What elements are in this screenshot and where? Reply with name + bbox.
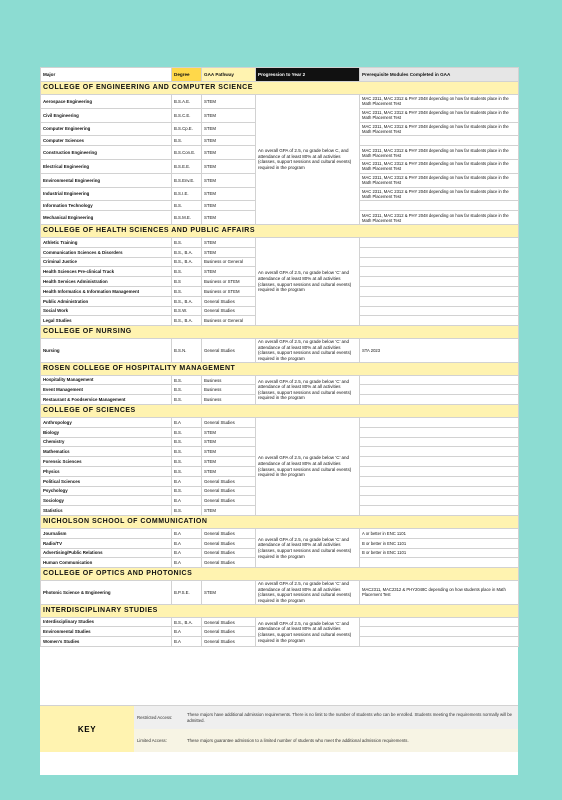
pathway-cell: STEM <box>202 108 256 122</box>
pathway-cell: Business or STEM <box>202 277 256 287</box>
pathway-cell: General Studies <box>202 548 256 558</box>
pathway-cell: STEM <box>202 506 256 516</box>
section-header-row <box>41 82 519 95</box>
degree-cell: B.P.S.E. <box>172 581 202 605</box>
pathway-cell: General Studies <box>202 486 256 496</box>
degree-cell: B.S. <box>172 486 202 496</box>
pathway-cell: STEM <box>202 581 256 605</box>
pathway-cell: STEM <box>202 122 256 136</box>
prerequisite-cell <box>360 418 519 428</box>
degree-cell: B.A <box>172 529 202 539</box>
degree-cell: B.S.Con.E. <box>172 146 202 160</box>
prerequisite-cell <box>360 286 519 296</box>
progression-cell: An overall GPA of 2.5, no grade below ‘C’ and attendance of at least 80% at all activities (classes, support sessions and cultural events) required in the program <box>256 617 360 646</box>
major-cell: Aerospace Engineering <box>41 95 172 109</box>
degree-cell: B.S.N. <box>172 339 202 363</box>
prerequisite-cell <box>360 437 519 447</box>
major-cell: Health Informatics & Information Management <box>41 286 172 296</box>
degree-cell: B.S. <box>172 467 202 477</box>
degree-cell: B.S. <box>172 286 202 296</box>
prerequisite-cell <box>360 257 519 267</box>
major-cell: Public Administration <box>41 296 172 306</box>
key-label: KEY <box>40 706 134 752</box>
header-progression: Progression to Year 2 <box>256 68 360 82</box>
major-cell: Mathematics <box>41 447 172 457</box>
pathway-cell: General Studies <box>202 418 256 428</box>
prerequisite-cell <box>360 267 519 277</box>
major-cell: Environmental Studies <box>41 627 172 637</box>
pathway-cell: General Studies <box>202 339 256 363</box>
degree-cell: B.S.M.E. <box>172 211 202 225</box>
key-restricted-row <box>134 706 518 730</box>
prerequisite-cell: MAC 2311, MAC 2312 & PHY 2048 depending on how far students place in the Math Placement Test <box>360 211 519 225</box>
pathway-cell: STEM <box>202 247 256 257</box>
major-cell: Environmental Engineering <box>41 173 172 187</box>
degree-cell: B.S., B.A. <box>172 617 202 627</box>
major-cell: Hospitality Management <box>41 375 172 385</box>
majors-sheet <box>40 67 518 775</box>
degree-cell: B.S., B.A. <box>172 247 202 257</box>
pathway-cell: General Studies <box>202 627 256 637</box>
major-cell: Computer Engineering <box>41 122 172 136</box>
prerequisite-cell: MAC 2311, MAC 2312 & PHY 2048 depending on how far students place in the Math Placement Test <box>360 95 519 109</box>
degree-cell: B.S.W. <box>172 306 202 316</box>
header-prerequisite: Prerequisite Modules Completed in GAA <box>360 68 519 82</box>
prerequisite-cell <box>360 395 519 405</box>
prerequisite-cell: MAC 2311, MAC 2312 & PHY 2048 depending on how far students place in the Math Placement Test <box>360 159 519 173</box>
prerequisite-cell <box>360 617 519 627</box>
prerequisite-cell <box>360 427 519 437</box>
degree-cell: B.A <box>172 496 202 506</box>
prerequisite-cell <box>360 506 519 516</box>
pathway-cell: Business <box>202 375 256 385</box>
degree-cell: B.S.A.E. <box>172 95 202 109</box>
major-cell: Computer Sciences <box>41 136 172 146</box>
key-limited-row <box>134 729 518 752</box>
table-row <box>41 529 519 539</box>
key-restricted-desc: These majors have additional admission requirements. There is no limit to the number of students who can be enrolled. Students meeting the requirements normally will be admitted. <box>187 712 512 723</box>
prerequisite-cell <box>360 496 519 506</box>
major-cell: Restaurant & Foodservice Management <box>41 395 172 405</box>
degree-cell: B.S.Env.E. <box>172 173 202 187</box>
section-title: ROSEN COLLEGE OF HOSPITALITY MANAGEMENT <box>41 362 519 375</box>
progression-cell: An overall GPA of 2.5, no grade below ‘C’ and attendance of at least 80% at all activities (classes, support sessions and cultural events) required in the program <box>256 418 360 516</box>
major-cell: Electrical Engineering <box>41 159 172 173</box>
degree-cell: B.S. <box>172 201 202 211</box>
section-title: INTERDISCIPLINARY STUDIES <box>41 604 519 617</box>
major-cell: Nursing <box>41 339 172 363</box>
degree-cell: B.S., B.A. <box>172 316 202 326</box>
pathway-cell: STEM <box>202 447 256 457</box>
table-row <box>41 581 519 605</box>
prerequisite-cell <box>360 637 519 647</box>
pathway-cell: General Studies <box>202 558 256 568</box>
pathway-cell: General Studies <box>202 496 256 506</box>
degree-cell: B.A <box>172 637 202 647</box>
degree-cell: B.S. <box>172 427 202 437</box>
major-cell: Chemistry <box>41 437 172 447</box>
degree-cell: B.S. <box>172 136 202 146</box>
prerequisite-cell <box>360 277 519 287</box>
major-cell: Photonic Science & Engineering <box>41 581 172 605</box>
major-cell: Industrial Engineering <box>41 187 172 201</box>
major-cell: Forensic Sciences <box>41 457 172 467</box>
major-cell: Anthropology <box>41 418 172 428</box>
progression-cell: An overall GPA of 2.5, no grade below ‘C’ and attendance of at least 80% at all activities (classes, support sessions and cultural events) required in the program <box>256 529 360 568</box>
pathway-cell: Business or General <box>202 257 256 267</box>
section-header-row <box>41 604 519 617</box>
section-title: COLLEGE OF NURSING <box>41 326 519 339</box>
section-title: COLLEGE OF HEALTH SCIENCES AND PUBLIC AFFAIRS <box>41 224 519 237</box>
pathway-cell: STEM <box>202 427 256 437</box>
progression-cell: An overall GPA of 2.5, no grade below C, and attendance of at least 80% at all activities (classes, support sessions and cultural events) required in the program <box>256 95 360 225</box>
degree-cell: B.S. <box>172 385 202 395</box>
pathway-cell: STEM <box>202 457 256 467</box>
major-cell: Construction Engineering <box>41 146 172 160</box>
section-header-row <box>41 362 519 375</box>
majors-table <box>40 67 519 647</box>
prerequisite-cell: MAC 2311, MAC 2312 & PHY 2048 depending on how far students place in the Math Placement Test <box>360 108 519 122</box>
pathway-cell: Business <box>202 385 256 395</box>
pathway-cell: STEM <box>202 173 256 187</box>
prerequisite-cell <box>360 385 519 395</box>
pathway-cell: General Studies <box>202 476 256 486</box>
prerequisite-cell <box>360 457 519 467</box>
degree-cell: B.A <box>172 418 202 428</box>
section-header-row <box>41 516 519 529</box>
degree-cell: B.A <box>172 476 202 486</box>
prerequisite-cell <box>360 467 519 477</box>
section-header-row <box>41 224 519 237</box>
pathway-cell: STEM <box>202 211 256 225</box>
degree-cell: B.S.C.E. <box>172 108 202 122</box>
major-cell: Social Work <box>41 306 172 316</box>
pathway-cell: STEM <box>202 159 256 173</box>
section-title: COLLEGE OF ENGINEERING AND COMPUTER SCIENCE <box>41 82 519 95</box>
major-cell: Psychology <box>41 486 172 496</box>
progression-cell: An overall GPA of 2.5, no grade below ‘C’ and attendance of at least 80% at all activities (classes, support sessions and cultural events) required in the program <box>256 339 360 363</box>
major-cell: Criminal Justice <box>41 257 172 267</box>
section-header-row <box>41 568 519 581</box>
table-row <box>41 339 519 363</box>
section-title: COLLEGE OF OPTICS AND PHOTONICS <box>41 568 519 581</box>
major-cell: Health Services Administration <box>41 277 172 287</box>
pathway-cell: STEM <box>202 95 256 109</box>
header-degree: Degree <box>172 68 202 82</box>
degree-cell: B.A <box>172 627 202 637</box>
prerequisite-cell <box>360 237 519 247</box>
degree-cell: B.S. <box>172 506 202 516</box>
prerequisite-cell <box>360 447 519 457</box>
major-cell: Health Sciences Pre-clinical Track <box>41 267 172 277</box>
major-cell: Legal Studies <box>41 316 172 326</box>
prerequisite-cell <box>360 558 519 568</box>
key-panel <box>40 705 518 752</box>
progression-cell: An overall GPA of 2.5, no grade below ‘C’ and attendance of at least 80% at all activities (classes, support sessions and cultural events) required in the program <box>256 237 360 325</box>
pathway-cell: STEM <box>202 437 256 447</box>
table-row <box>41 237 519 247</box>
pathway-cell: STEM <box>202 187 256 201</box>
degree-cell: B.S. <box>172 237 202 247</box>
degree-cell: B.A <box>172 548 202 558</box>
major-cell: Political Sciences <box>41 476 172 486</box>
degree-cell: B.S.Cp.E. <box>172 122 202 136</box>
section-title: NICHOLSON SCHOOL OF COMMUNICATION <box>41 516 519 529</box>
prerequisite-cell <box>360 201 519 211</box>
pathway-cell: General Studies <box>202 296 256 306</box>
major-cell: Human Communication <box>41 558 172 568</box>
prerequisite-cell <box>360 316 519 326</box>
degree-cell: B.S.E.E. <box>172 159 202 173</box>
key-limited-desc: These majors guarantee admission to a limited number of students who meet the additional admission requirements. <box>187 737 409 743</box>
degree-cell: B.A <box>172 538 202 548</box>
prerequisite-cell: MAC 2311, MAC 2312 & PHY 2048 depending on how far students place in the Math Placement Test <box>360 146 519 160</box>
table-row <box>41 375 519 385</box>
major-cell: Athletic Training <box>41 237 172 247</box>
prerequisite-cell: MAC 2311, MAC 2312 & PHY 2048 depending on how far students place in the Math Placement Test <box>360 187 519 201</box>
prerequisite-cell <box>360 306 519 316</box>
pathway-cell: STEM <box>202 201 256 211</box>
major-cell: Civil Engineering <box>41 108 172 122</box>
degree-cell: B.S. <box>172 395 202 405</box>
prerequisite-cell <box>360 136 519 146</box>
header-major: Major <box>41 68 172 82</box>
prerequisite-cell <box>360 486 519 496</box>
pathway-cell: Business or STEM <box>202 286 256 296</box>
prerequisite-cell <box>360 296 519 306</box>
prerequisite-cell <box>360 627 519 637</box>
prerequisite-cell <box>360 476 519 486</box>
pathway-cell: STEM <box>202 267 256 277</box>
degree-cell: B.S.I.E. <box>172 187 202 201</box>
pathway-cell: Business or General <box>202 316 256 326</box>
major-cell: Information Technology <box>41 201 172 211</box>
pathway-cell: STEM <box>202 237 256 247</box>
prerequisite-cell <box>360 375 519 385</box>
major-cell: Women's Studies <box>41 637 172 647</box>
section-title: COLLEGE OF SCIENCES <box>41 405 519 418</box>
table-row <box>41 418 519 428</box>
table-row <box>41 95 519 109</box>
progression-cell: An overall GPA of 2.5, no grade below ‘C’ and attendance of at least 80% at all activities (classes, support sessions and cultural events) required in the program <box>256 581 360 605</box>
prerequisite-cell: MAC2311, MAC2312 & PHY2048C depending on how students place in Math Placement Test <box>360 581 519 605</box>
section-header-row <box>41 326 519 339</box>
degree-cell: B.S. <box>172 267 202 277</box>
prerequisite-cell: A or better in ENC 1101 <box>360 529 519 539</box>
pathway-cell: General Studies <box>202 306 256 316</box>
key-restricted-term: Restricted Access: <box>137 714 173 720</box>
key-limited-term: Limited Access: <box>137 737 167 743</box>
table-row <box>41 617 519 627</box>
table-header-row <box>41 68 519 82</box>
prerequisite-cell: B or better in ENC 1101 <box>360 538 519 548</box>
pathway-cell: STEM <box>202 146 256 160</box>
major-cell: Mechanical Engineering <box>41 211 172 225</box>
pathway-cell: STEM <box>202 467 256 477</box>
degree-cell: B.S <box>172 277 202 287</box>
degree-cell: B.S., B.A. <box>172 296 202 306</box>
degree-cell: B.S. <box>172 437 202 447</box>
pathway-cell: General Studies <box>202 617 256 627</box>
major-cell: Journalism <box>41 529 172 539</box>
prerequisite-cell: STA 2023 <box>360 339 519 363</box>
pathway-cell: Business <box>202 395 256 405</box>
major-cell: Sociology <box>41 496 172 506</box>
major-cell: Biology <box>41 427 172 437</box>
major-cell: Radio/TV <box>41 538 172 548</box>
degree-cell: B.S., B.A. <box>172 257 202 267</box>
prerequisite-cell: MAC 2311, MAC 2312 & PHY 2048 depending on how far students place in the Math Placement Test <box>360 122 519 136</box>
prerequisite-cell: MAC 2311, MAC 2312 & PHY 2048 depending on how far students place in the Math Placement Test <box>360 173 519 187</box>
pathway-cell: General Studies <box>202 637 256 647</box>
major-cell: Communication Sciences & Disorders <box>41 247 172 257</box>
prerequisite-cell <box>360 247 519 257</box>
pathway-cell: STEM <box>202 136 256 146</box>
prerequisite-cell: B or better in ENC 1101 <box>360 548 519 558</box>
degree-cell: B.S. <box>172 447 202 457</box>
pathway-cell: General Studies <box>202 538 256 548</box>
pathway-cell: General Studies <box>202 529 256 539</box>
progression-cell: An overall GPA of 2.5, no grade below ‘C’ and attendance of at least 80% at all activities (classes, support sessions and cultural events) required in the program <box>256 375 360 404</box>
degree-cell: B.S. <box>172 375 202 385</box>
major-cell: Event Management <box>41 385 172 395</box>
major-cell: Interdisciplinary Studies <box>41 617 172 627</box>
degree-cell: B.A <box>172 558 202 568</box>
major-cell: Advertising/Public Relations <box>41 548 172 558</box>
header-pathway: GAA Pathway <box>202 68 256 82</box>
major-cell: Physics <box>41 467 172 477</box>
section-header-row <box>41 405 519 418</box>
major-cell: Statistics <box>41 506 172 516</box>
degree-cell: B.S. <box>172 457 202 467</box>
